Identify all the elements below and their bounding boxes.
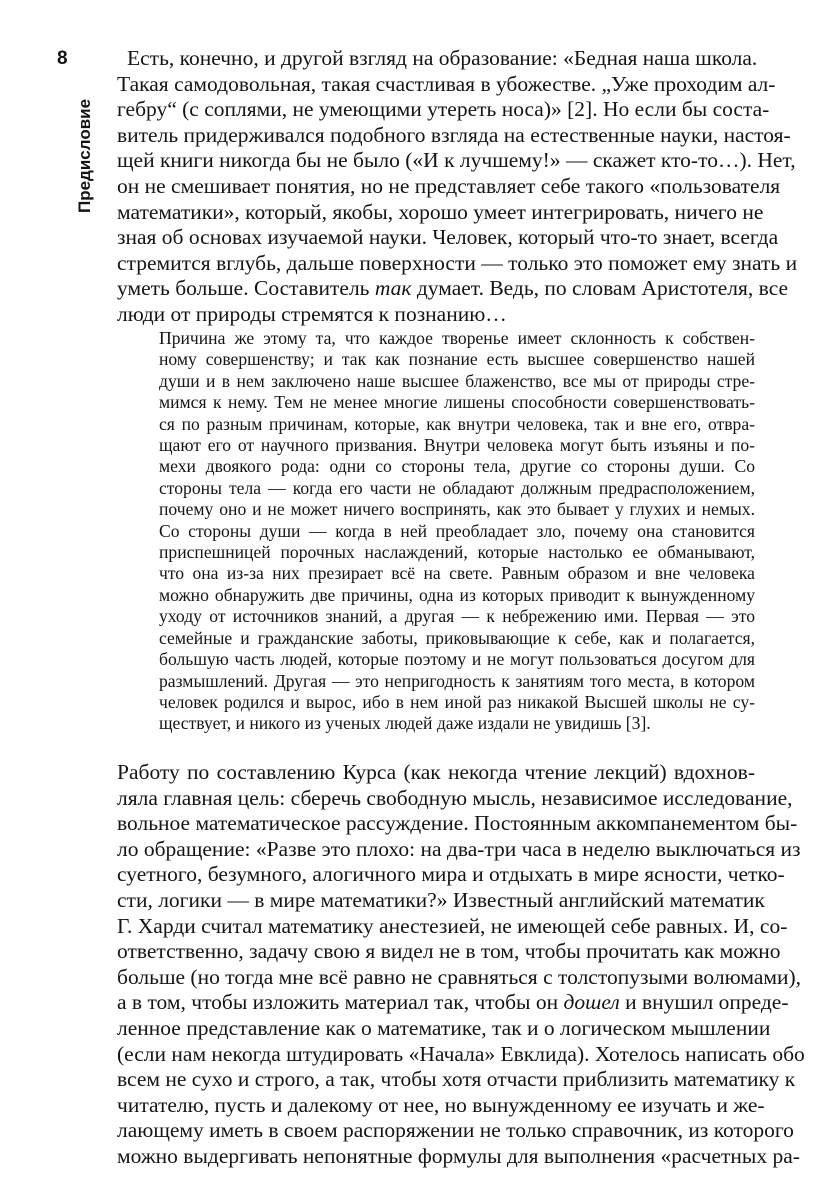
running-head: Предисловие: [75, 98, 94, 213]
text-line: мехи двоякого рода: одни со стороны тела, другие со стороны души. Со: [159, 456, 755, 477]
aristotle-quote: [159, 328, 755, 735]
text-line: вольное математическое рассуждение. Постоянным аккомпанементом бы-: [117, 811, 798, 836]
text-line: уходу от источников знаний, а другая — к небрежению ими. Первая — это: [159, 606, 755, 627]
text-line: витель придерживался подобного взгляда на естественные науки, настоя-: [117, 122, 791, 147]
paragraph-2: [117, 760, 805, 1170]
italic-word: так: [374, 276, 412, 301]
text-line: ся по разным причинам, которые, как внутри человека, так и вне его, отвра-: [159, 413, 755, 434]
text-line: ществует, и никого из ученых людей даже издали не увидишь [3].: [159, 713, 651, 734]
text-line: щей книги никогда бы не было («И к лучшему!» — скажет кто-то…). Нет,: [117, 148, 796, 173]
text-line: [117, 990, 789, 1016]
text-line: почему оно и не может ничего воспринять, как это бывает у глухих и немых.: [159, 499, 755, 520]
text-line: ляла главная цель: сберечь свободную мысль, независимое исследование,: [117, 785, 793, 810]
text-line: что она из-за них презирает всё на свете. Равным образом и вне человека: [159, 563, 755, 584]
text-line: Работу по составлению Курса (как некогда чтение лекций) вдохнов-: [117, 760, 755, 784]
text-line: лающему иметь в своем распоряжении не только справочник, из которого: [117, 1118, 794, 1143]
text-line: можно выдергивать непонятные формулы для выполнения «расчетных ра-: [117, 1143, 800, 1168]
text-line: суетного, безумного, алогичного мира и отдыхать в мире ясности, четко-: [117, 862, 785, 887]
text-line: сти, логики — в мире математики?» Известный английский математик: [117, 887, 765, 912]
text-line: гебру“ (с соплями, не умеющими утереть носа)» [2]. Но если бы соста-: [117, 97, 770, 122]
text-line: мимся к нему. Тем не менее многие лишены способности совершенствовать-: [159, 392, 755, 413]
text-run: уметь больше. Составитель: [117, 276, 375, 301]
text-line: Такая самодовольная, такая счастливая в убожестве. „Уже проходим ал-: [117, 71, 776, 96]
text-line: стороны тела — когда его части не обладают должным предрасположением,: [159, 477, 755, 498]
italic-word: дошел: [563, 990, 620, 1015]
text-line: читателю, пусть и далекому от нее, но вынужденному ее изучать и же-: [117, 1092, 765, 1117]
text-line: ло обращение: «Разве это плохо: на два-три часа в неделю выключаться из: [117, 836, 801, 861]
text-line: люди от природы стремятся к познанию…: [117, 301, 507, 326]
text-line: Г. Харди считал математику анестезией, не имеющей себе равных. И, со-: [117, 913, 788, 938]
text-line: он не смешивает понятия, но не представляет себе такого «пользователя: [117, 173, 781, 198]
text-line: математики», который, якобы, хорошо умеет интегрировать, ничего не: [117, 199, 764, 224]
text-line: человек родился и вырос, ибо в нем иной раз никакой Высшей школы не су-: [159, 691, 755, 712]
text-line: Со стороны души — когда в ней преобладает зло, почему она становится: [159, 520, 755, 541]
page-number: 8: [57, 48, 68, 69]
text-line: больше (но тогда мне всё равно не сравняться с толстопузыми волюмами),: [117, 964, 802, 989]
text-line: ному совершенству; и так как познание есть высшее совершенство нашей: [159, 349, 755, 370]
text-line: [117, 276, 789, 302]
text-line: ленное представление как о математике, так и о логическом мышлении: [117, 1015, 771, 1040]
text-line: приспешницей порочных наслаждений, которые настолько ее обманывают,: [159, 542, 755, 563]
paragraph-1: [117, 46, 798, 328]
text-line: размышлений. Другая — это непригодность к занятиям того места, в котором: [159, 670, 755, 691]
text-line: Причина же этому та, что каждое творенье имеет склонность к собствен-: [159, 328, 755, 348]
text-run: а в том, чтобы изложить материал так, чтобы он: [117, 990, 564, 1015]
text-line: щают его от научного призвания. Внутри человека могут быть изъяны и по-: [159, 435, 755, 456]
text-line: можно обнаружить две причины, одна из которых приводит к вынужденному: [159, 584, 755, 605]
text-line: ответственно, задачу свою я видел не в том, чтобы прочитать как можно: [117, 939, 781, 964]
text-run: думает. Ведь, по словам Аристотеля, все: [411, 276, 789, 301]
text-line: Есть, конечно, и другой взгляд на образование: «Бедная наша школа.: [127, 46, 758, 70]
text-line: (если нам некогда штудировать «Начала» Евклида). Хотелось написать обо: [117, 1041, 805, 1066]
text-line: зная об основах изучаемой науки. Человек, который что-то знает, всегда: [117, 225, 779, 250]
text-line: души и в нем заключено наше высшее блаженство, все мы от природы стре-: [159, 370, 755, 391]
text-line: всем не сухо и строго, а так, чтобы хотя отчасти приблизить математику к: [117, 1067, 796, 1092]
text-line: стремится вглубь, дальше поверхности — только это поможет ему знать и: [117, 250, 798, 275]
text-line: семейные и гражданские заботы, приковывающие к себе, как и полагается,: [159, 627, 755, 648]
text-line: большую часть людей, которые поэтому и не могут пользоваться досугом для: [159, 649, 755, 670]
text-run: и внушил опреде-: [619, 990, 789, 1015]
